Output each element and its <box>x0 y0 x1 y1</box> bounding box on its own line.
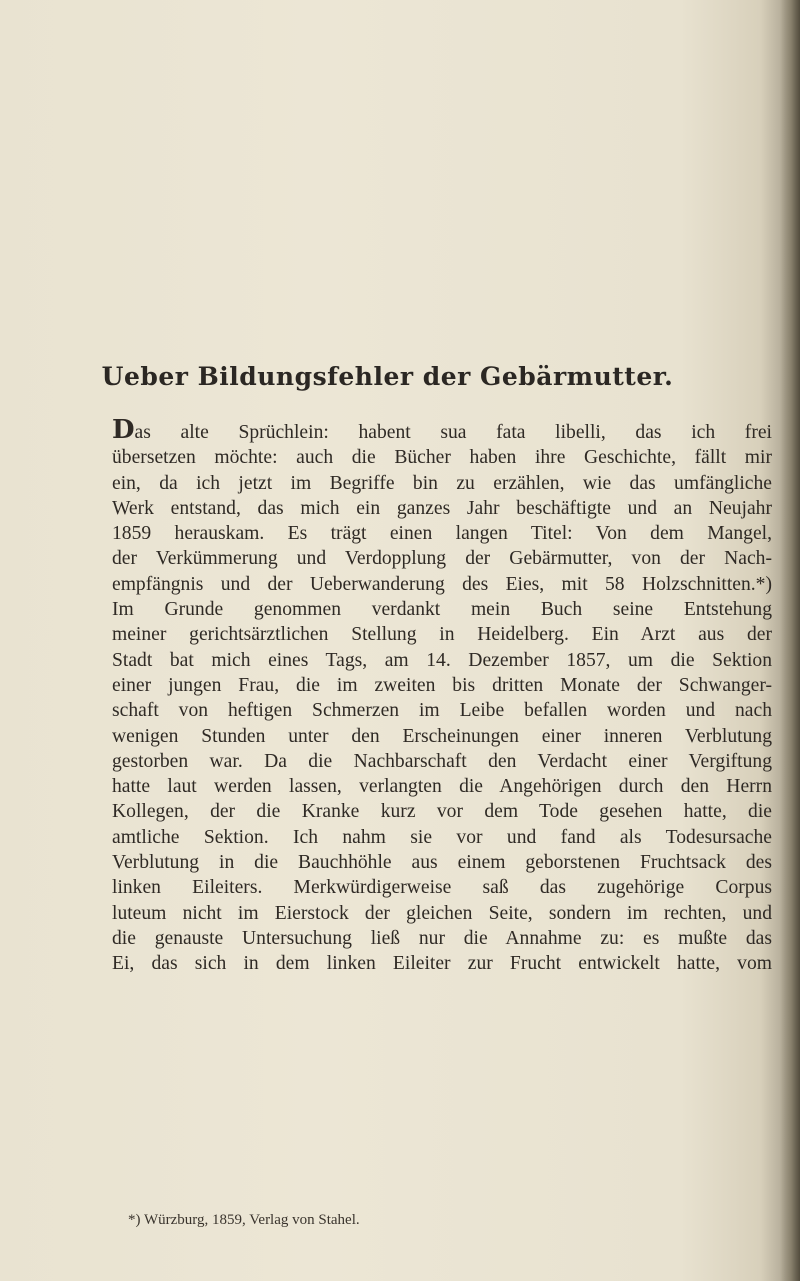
text-line: Kollegen, der die Kranke kurz vor dem Tode gesehen hatte, die <box>112 801 772 823</box>
text-line-content: as alte Sprüchlein: habent sua fata libelli, das ich frei <box>134 422 772 443</box>
text-line: amtliche Sektion. Ich nahm sie vor und fand als Todesursache <box>112 826 772 848</box>
text-line: linken Eileiters. Merkwürdigerweise saß das zugehörige Corpus <box>112 877 772 899</box>
text-line <box>112 415 772 445</box>
footnote-divider <box>112 1205 232 1206</box>
drop-cap: D <box>112 415 135 445</box>
text-line: empfängnis und der Ueberwanderung des Eies, mit 58 Holzschnitten.*) <box>112 573 772 595</box>
text-line: wenigen Stunden unter den Erscheinungen einer inneren Verblutung <box>112 725 772 747</box>
text-line: der Verkümmerung und Verdopplung der Gebärmutter, von der Nach- <box>112 548 772 570</box>
text-line: übersetzen möchte: auch die Bücher haben ihre Geschichte, fällt mir <box>112 447 772 469</box>
text-line: Werk entstand, das mich ein ganzes Jahr beschäftigte und an Neujahr <box>112 497 772 519</box>
text-line: hatte laut werden lassen, verlangten die Angehörigen durch den Herrn <box>112 776 772 798</box>
text-line: gestorben war. Da die Nachbarschaft den Verdacht einer Vergiftung <box>112 750 772 772</box>
text-line: Ei, das sich in dem linken Eileiter zur Frucht entwickelt hatte, vom <box>112 953 772 975</box>
text-line: Im Grunde genommen verdankt mein Buch seine Entstehung <box>112 599 772 621</box>
text-line: meiner gerichtsärztlichen Stellung in Heidelberg. Ein Arzt aus der <box>112 624 772 646</box>
text-line: einer jungen Frau, die im zweiten bis dritten Monate der Schwanger- <box>112 674 772 696</box>
text-line: ein, da ich jetzt im Begriffe bin zu erzählen, wie das umfängliche <box>112 472 772 494</box>
text-line: die genauste Untersuchung ließ nur die Annahme zu: es mußte das <box>112 927 772 949</box>
text-line: 1859 herauskam. Es trägt einen langen Titel: Von dem Mangel, <box>112 523 772 545</box>
text-line: luteum nicht im Eierstock der gleichen Seite, sondern im rechten, und <box>112 902 772 924</box>
text-line: schaft von heftigen Schmerzen im Leibe befallen worden und nach <box>112 700 772 722</box>
body-text <box>112 415 772 977</box>
chapter-title: Ueber Bildungsfehler der Gebärmutter. <box>101 362 674 391</box>
text-line: Stadt bat mich eines Tags, am 14. Dezember 1857, um die Sektion <box>112 649 772 671</box>
text-line: Verblutung in die Bauchhöhle aus einem geborstenen Fruchtsack des <box>112 852 772 874</box>
page-edge-shadow <box>780 0 800 1281</box>
footnote: *) Würzburg, 1859, Verlag von Stahel. <box>128 1212 360 1228</box>
